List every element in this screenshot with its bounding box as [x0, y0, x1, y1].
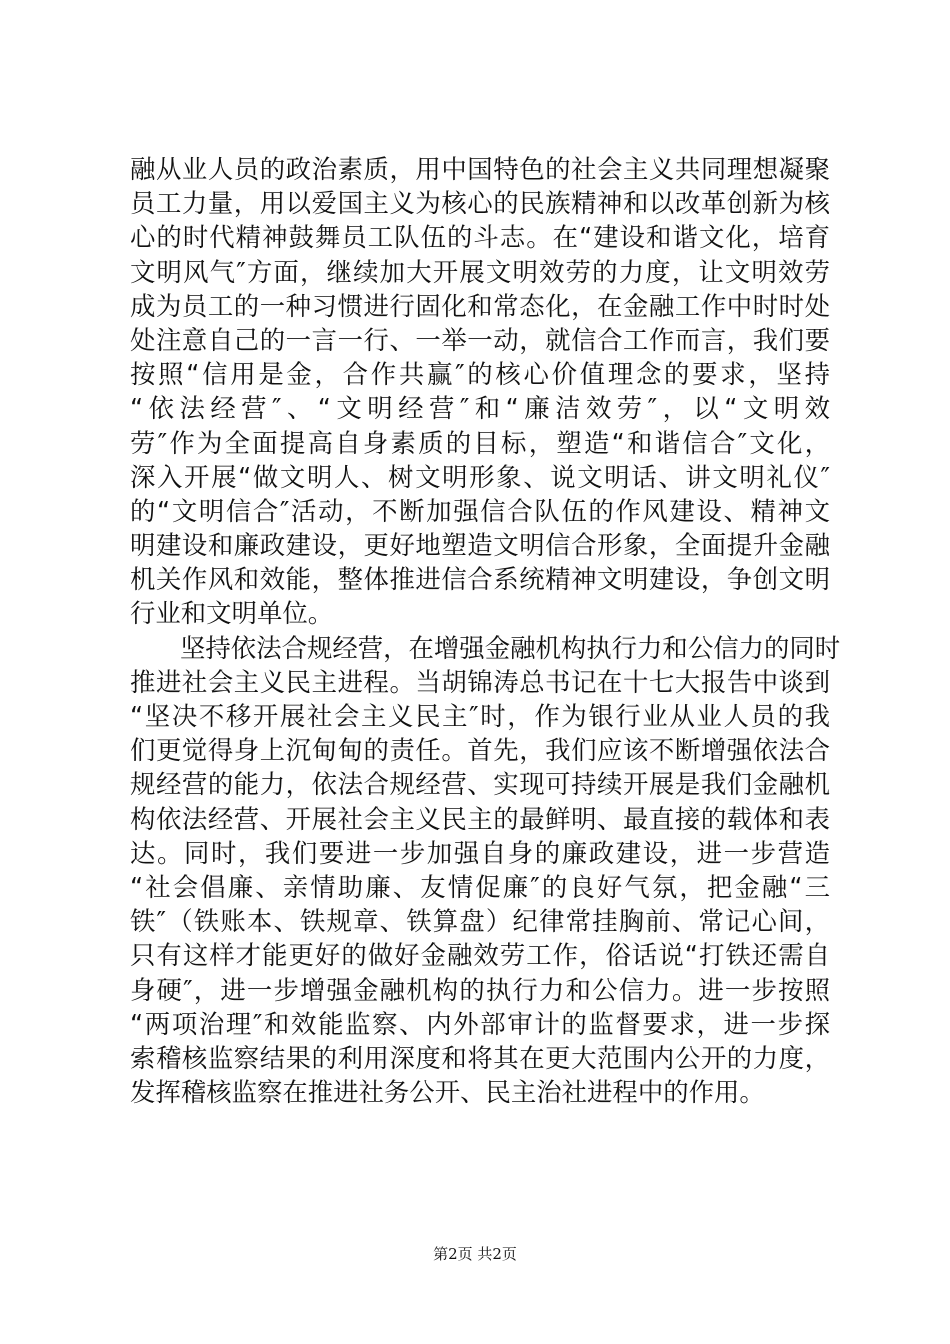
paragraph-line: 按照“信用是金，合作共赢″的核心价值理念的要求，坚持 — [130, 359, 830, 390]
paragraph-line: 索稽核监察结果的利用深度和将其在更大范围内公开的力度， — [130, 1042, 830, 1073]
paragraph-line: 劳″作为全面提高自身素质的目标，塑造“和谐信合″文化， — [130, 427, 830, 458]
paragraph-line: 达。同时，我们要进一步加强自身的廉政建设，进一步营造 — [130, 837, 830, 868]
paragraph-line: 们更觉得身上沉甸甸的责任。首先，我们应该不断增强依法合 — [130, 735, 830, 766]
paragraph-line: 规经营的能力，依法合规经营、实现可持续开展是我们金融机 — [130, 769, 830, 800]
paragraph-line: 成为员工的一种习惯进行固化和常态化，在金融工作中时时处 — [130, 290, 830, 321]
page-number-footer: 第2页 共2页 — [433, 1245, 517, 1263]
paragraph-line: 深入开展“做文明人、树文明形象、说文明话、讲文明礼仪″ — [130, 461, 830, 492]
paragraph-line: “依法经营″、“文明经营″和“廉洁效劳″，以“文明效 — [130, 393, 830, 424]
paragraph-line: 机关作风和效能，整体推进信合系统精神文明建设，争创文明 — [130, 564, 830, 595]
paragraph-line: 发挥稽核监察在推进社务公开、民主治社进程中的作用。 — [130, 1077, 765, 1108]
paragraph-line: 身硬″，进一步增强金融机构的执行力和公信力。进一步按照 — [130, 974, 830, 1005]
paragraph-line: “社会倡廉、亲情助廉、友情促廉″的良好气氛，把金融“三 — [130, 871, 830, 902]
paragraph-line: 心的时代精神鼓舞员工队伍的斗志。在“建设和谐文化，培育 — [130, 222, 830, 253]
paragraph-line: “坚决不移开展社会主义民主″时，作为银行业从业人员的我 — [130, 701, 830, 731]
paragraph-line: 员工力量，用以爱国主义为核心的民族精神和以改革创新为核 — [130, 188, 830, 219]
paragraph-line: 只有这样才能更好的做好金融效劳工作，俗话说“打铁还需自 — [130, 940, 830, 971]
paragraph-line: 融从业人员的政治素质，用中国特色的社会主义共同理想凝聚 — [130, 154, 830, 184]
paragraph-1 — [130, 152, 830, 631]
paragraph-line: 铁″（铁账本、铁规章、铁算盘）纪律常挂胸前、常记心间， — [130, 906, 830, 937]
paragraph-line: “两项治理″和效能监察、内外部审计的监督要求，进一步探 — [130, 1008, 830, 1039]
paragraph-line: 行业和文明单位。 — [130, 598, 334, 629]
document-body — [130, 152, 841, 1109]
paragraph-line: 坚持依法合规经营，在增强金融机构执行力和公信力的同时 — [180, 632, 841, 663]
paragraph-line: 明建设和廉政建设，更好地塑造文明信合形象，全面提升金融 — [130, 530, 830, 561]
paragraph-2 — [130, 631, 841, 1110]
paragraph-line: 的“文明信合″活动，不断加强信合队伍的作风建设、精神文 — [130, 495, 830, 526]
paragraph-line: 构依法经营、开展社会主义民主的最鲜明、最直接的载体和表 — [130, 803, 830, 834]
paragraph-line: 处注意自己的一言一行、一举一动，就信合工作而言，我们要 — [130, 324, 830, 355]
paragraph-line: 文明风气″方面，继续加大开展文明效劳的力度，让文明效劳 — [130, 256, 830, 287]
paragraph-line: 推进社会主义民主进程。当胡锦涛总书记在十七大报告中谈到 — [130, 666, 830, 697]
